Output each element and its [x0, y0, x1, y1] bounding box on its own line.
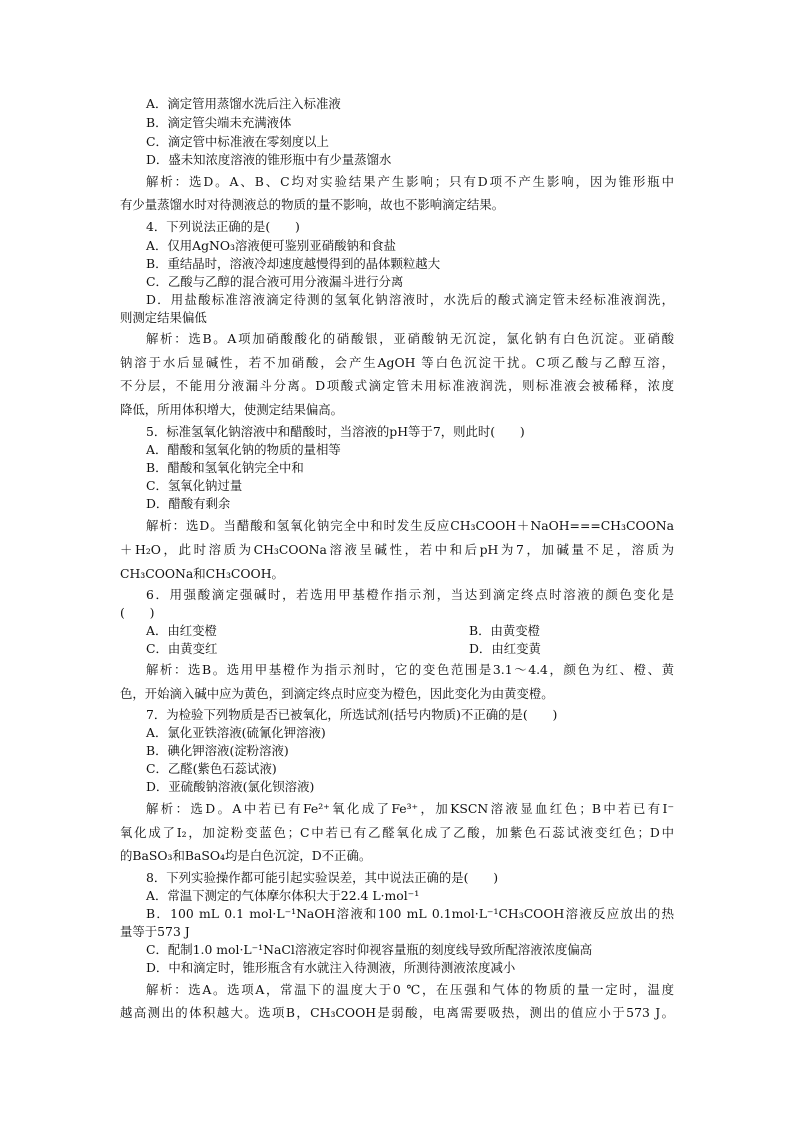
q8-stem: 8．下列实验操作都可能引起实验误差，其中说法正确的是( ): [146, 870, 499, 885]
q6-stem-cont: ( ): [120, 605, 155, 620]
q3-option-a: A．滴定管用蒸馏水洗后注入标准液: [146, 96, 341, 111]
q8-option-b-cont: 量等于573 J: [120, 924, 190, 939]
q4-option-b: B．重结晶时，溶液冷却速度越慢得到的晶体颗粒越大: [146, 256, 441, 271]
q5-option-c: C．氢氧化钠过量: [146, 478, 243, 493]
q5-analysis-line: CH₃COONa和CH₃COOH。: [120, 566, 284, 581]
q4-option-d: D．用盐酸标准溶液滴定待测的氢氧化钠溶液时，水洗后的酸式滴定管未经标准液润洗，: [146, 292, 674, 307]
q6-option-c: C．由黄变红: [146, 641, 218, 656]
q6-analysis-line: 色，开始滴入碱中应为黄色，到滴定终点时应变为橙色，因此变化为由黄变橙。: [120, 686, 554, 701]
q7-option-a: A．氯化亚铁溶液(硫氰化钾溶液): [146, 725, 326, 740]
q8-analysis-line: 越高测出的体积越大。选项B，CH₃COOH是弱酸，电离需要吸热，测出的值应小于573 J。: [120, 1005, 674, 1020]
q5-option-a: A．醋酸和氢氧化钠的物质的量相等: [146, 442, 341, 457]
q4-stem: 4．下列说法正确的是( ): [146, 219, 300, 234]
q8-option-b: B．100 mL 0.1 mol·L⁻¹NaOH溶液和100 mL 0.1mol·L⁻¹CH₃COOH溶液反应放出的热: [146, 906, 674, 921]
q4-option-c: C．乙酸与乙醇的混合液可用分液漏斗进行分离: [146, 274, 404, 289]
q4-analysis-line: 钠溶于水后显碱性，若不加硝酸，会产生AgOH 等白色沉淀干扰。C项乙酸与乙醇互溶，: [120, 355, 674, 370]
q4-analysis-line: 解析：选B。A项加硝酸酸化的硝酸银，亚硝酸钠无沉淀，氯化钠有白色沉淀。亚硝酸: [146, 331, 674, 346]
q5-analysis-line: 解析：选D。当醋酸和氢氧化钠完全中和时发生反应CH₃COOH＋NaOH===CH₃COONa: [146, 518, 674, 533]
q6-option-d: D．由红变黄: [469, 641, 541, 656]
q3-option-c: C．滴定管中标准液在零刻度以上: [146, 134, 329, 149]
q6-option-b: B．由黄变橙: [469, 623, 541, 638]
q3-option-d: D．盛未知浓度溶液的锥形瓶中有少量蒸馏水: [146, 152, 392, 167]
q8-analysis-line: 解析：选A。选项A，常温下的温度大于0 ℃，在压强和气体的物质的量一定时，温度: [146, 982, 674, 997]
q6-option-a: A．由红变橙: [146, 623, 217, 638]
q5-option-b: B．醋酸和氢氧化钠完全中和: [146, 460, 304, 475]
q7-option-b: B．碘化钾溶液(淀粉溶液): [146, 743, 289, 758]
q4-option-a: A．仅用AgNO₃溶液便可鉴别亚硝酸钠和食盐: [146, 238, 397, 253]
q8-option-d: D．中和滴定时，锥形瓶含有水就注入待测液，所测待测液浓度减小: [146, 960, 516, 975]
q6-stem: 6．用强酸滴定强碱时，若选用甲基橙作指示剂，当达到滴定终点时溶液的颜色变化是: [146, 587, 674, 602]
q7-option-d: D．亚硫酸钠溶液(氯化钡溶液): [146, 779, 315, 794]
q3-option-b: B．滴定管尖端未充满液体: [146, 115, 292, 130]
q7-stem: 7．为检验下列物质是否已被氧化，所选试剂(括号内物质)不正确的是( ): [146, 707, 558, 722]
q8-option-c: C．配制1.0 mol·L⁻¹NaCl溶液定容时仰视容量瓶的刻度线导致所配溶液浓度偏高: [146, 942, 593, 957]
q4-option-d-cont: 则测定结果偏低: [120, 310, 207, 325]
q7-analysis-line: 解析：选D。A中若已有Fe²⁺氧化成了Fe³⁺，加KSCN溶液显血红色；B中若已有I⁻: [146, 801, 674, 816]
q8-option-a: A．常温下测定的气体摩尔体积大于22.4 L·mol⁻¹: [146, 888, 420, 903]
q6-analysis-line: 解析：选B。选用甲基橙作为指示剂时，它的变色范围是3.1～4.4，颜色为红、橙、黄: [146, 662, 674, 677]
q3-analysis-line: 解析：选D。A、B、C均对实验结果产生影响；只有D项不产生影响，因为锥形瓶中: [146, 174, 674, 189]
q4-analysis-line: 不分层，不能用分液漏斗分离。D项酸式滴定管未用标准液润洗，则标准液会被稀释，浓度: [120, 378, 674, 393]
q5-stem: 5．标准氢氧化钠溶液中和醋酸时，当溶液的pH等于7，则此时( ): [146, 424, 525, 439]
q7-option-c: C．乙醛(紫色石蕊试液): [146, 761, 277, 776]
q7-analysis-line: 的BaSO₃和BaSO₄均是白色沉淀，D不正确。: [120, 848, 372, 863]
q5-analysis-line: ＋H₂O，此时溶质为CH₃COONa溶液呈碱性，若中和后pH为7，加碱量不足，溶质为: [120, 542, 674, 557]
q4-analysis-line: 降低，所用体积增大，使测定结果偏高。: [120, 402, 344, 417]
q3-analysis-line: 有少量蒸馏水时对待测液总的物质的量不影响，故也不影响滴定结果。: [120, 197, 505, 212]
q5-option-d: D．醋酸有剩余: [146, 496, 231, 511]
q7-analysis-line: 氧化成了I₂，加淀粉变蓝色；C中若已有乙醛氧化成了乙酸，加紫色石蕊试液变红色；D中: [120, 825, 674, 840]
